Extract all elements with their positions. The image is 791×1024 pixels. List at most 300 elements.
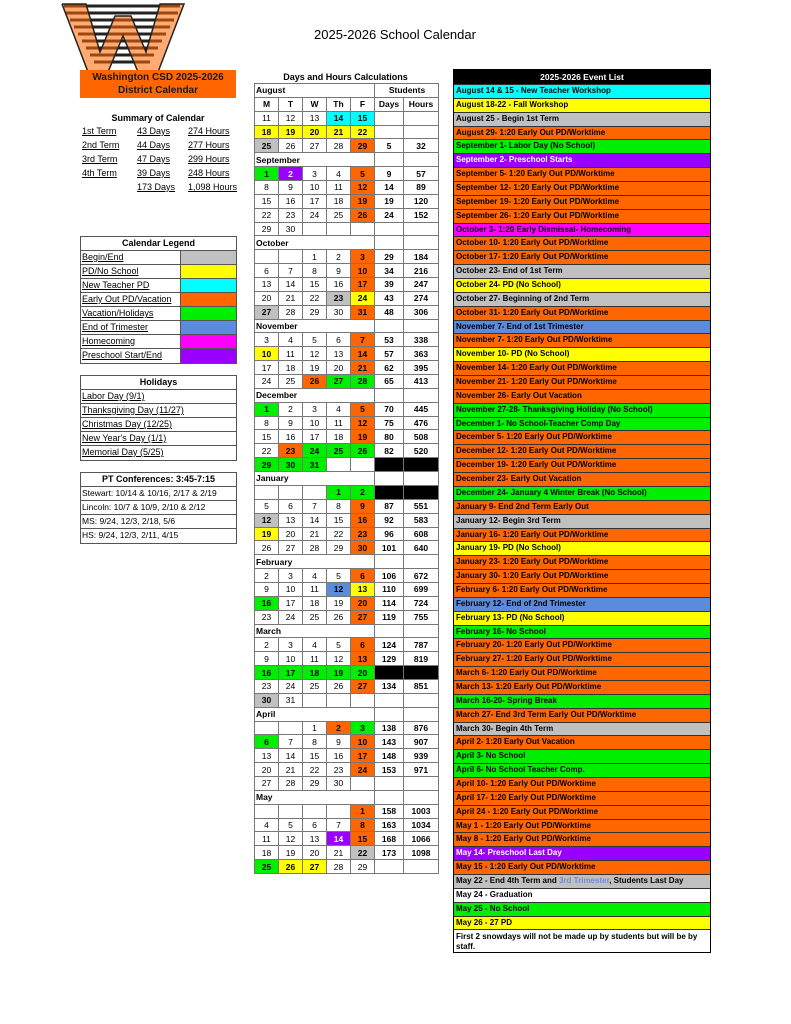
day-cell: 9 (327, 735, 351, 749)
day-cell: 14 (279, 749, 303, 763)
day-cell: 25 (303, 610, 327, 624)
day-cell: 15 (303, 278, 327, 292)
day-cell: 19 (279, 846, 303, 860)
hours-cell: 939 (404, 749, 439, 763)
days-cell: 39 (375, 278, 404, 292)
day-cell: 20 (255, 291, 279, 305)
day-cell: 17 (303, 430, 327, 444)
day-cell: 29 (303, 776, 327, 790)
district-title: Washington CSD 2025-2026 District Calendar (80, 70, 236, 98)
day-cell: 17 (279, 596, 303, 610)
day-cell (255, 485, 279, 499)
day-cell: 10 (351, 735, 375, 749)
days-cell: 114 (375, 596, 404, 610)
hours-cell: 672 (404, 569, 439, 583)
hours-cell: 608 (404, 527, 439, 541)
hours-cell: 583 (404, 513, 439, 527)
day-cell: 23 (255, 610, 279, 624)
day-cell: 18 (255, 846, 279, 860)
day-cell: 5 (303, 333, 327, 347)
day-cell: 22 (327, 527, 351, 541)
month-label: December (255, 388, 375, 402)
day-cell: 26 (303, 375, 327, 389)
day-cell: 3 (303, 167, 327, 181)
legend-label: Vacation/Holidays (81, 307, 181, 320)
days-cell (375, 707, 404, 721)
event-item: January 19- PD (No School) (454, 541, 710, 555)
day-cell: 13 (255, 749, 279, 763)
day-cell: 15 (351, 111, 375, 125)
event-item: December 1- No School-Teacher Comp Day (454, 417, 710, 431)
day-cell: 13 (327, 347, 351, 361)
day-cell: 31 (279, 693, 303, 707)
days-cell: 129 (375, 652, 404, 666)
event-item: November 7- End of 1st Trimester (454, 320, 710, 334)
summary-days: 43 Days (137, 126, 171, 136)
event-item: March 13- 1:20 Early Out PD/Worktime (454, 680, 710, 694)
day-cell: 13 (255, 278, 279, 292)
day-cell: 4 (303, 569, 327, 583)
day-cell (255, 721, 279, 735)
event-item: March 30- Begin 4th Term (454, 722, 710, 736)
hours-cell (404, 485, 439, 499)
day-cell: 18 (327, 430, 351, 444)
day-cell: 2 (327, 721, 351, 735)
day-cell: 18 (327, 194, 351, 208)
event-item: March 16-20- Spring Break (454, 694, 710, 708)
day-cell: 5 (351, 167, 375, 181)
day-cell: 29 (255, 458, 279, 472)
event-item: December 24- January 4 Winter Break (No School) (454, 486, 710, 500)
event-item: April 24 - 1:20 Early Out PD/Worktime (454, 805, 710, 819)
event-item: October 23- End of 1st Term (454, 264, 710, 278)
hours-cell: 363 (404, 347, 439, 361)
day-cell: 27 (351, 610, 375, 624)
days-cell: 96 (375, 527, 404, 541)
month-label: January (255, 472, 375, 486)
day-cell: 8 (255, 181, 279, 195)
month-label: November (255, 319, 375, 333)
calendar-legend: Calendar Legend Begin/End PD/No School New Teacher PD Early Out PD/Vacation Vacation/Holidays End of Trimester Homecoming Preschool Start/End (80, 236, 237, 364)
day-cell: 28 (279, 305, 303, 319)
day-cell: 12 (351, 181, 375, 195)
hours-cell: 216 (404, 264, 439, 278)
day-cell: 15 (303, 749, 327, 763)
day-cell: 13 (279, 513, 303, 527)
day-cell: 4 (327, 402, 351, 416)
summary-hours: 299 Hours (188, 154, 230, 164)
legend-swatch (181, 279, 236, 292)
days-cell: 53 (375, 333, 404, 347)
month-label: March (255, 624, 375, 638)
days-cell (375, 472, 404, 486)
holidays-box: Holidays Labor Day (9/1) Thanksgiving Day (11/27) Christmas Day (12/25) New Year's Day (1/1) Memorial Day (5/25) (80, 375, 237, 461)
event-item: April 17- 1:20 Early Out PD/Worktime (454, 791, 710, 805)
days-cell: 82 (375, 444, 404, 458)
day-cell: 17 (279, 666, 303, 680)
day-cell: 15 (351, 832, 375, 846)
days-cell: 24 (375, 208, 404, 222)
day-cell: 20 (351, 666, 375, 680)
day-cell: 31 (303, 458, 327, 472)
hours-cell: 120 (404, 194, 439, 208)
day-cell: 7 (279, 264, 303, 278)
day-cell: 23 (255, 679, 279, 693)
days-cell (375, 222, 404, 236)
day-cell: 10 (303, 181, 327, 195)
month-label: August (255, 84, 375, 98)
day-cell: 11 (327, 181, 351, 195)
day-cell: 22 (351, 125, 375, 139)
day-cell: 2 (255, 569, 279, 583)
legend-item (81, 349, 236, 363)
day-cell: 10 (279, 582, 303, 596)
event-item: August 18-22 - Fall Workshop (454, 98, 710, 112)
day-cell: 12 (351, 416, 375, 430)
hours-cell (404, 624, 439, 638)
day-cell: 20 (351, 596, 375, 610)
day-cell: 11 (327, 416, 351, 430)
month-label: October (255, 236, 375, 250)
day-cell: 31 (351, 305, 375, 319)
legend-swatch (181, 251, 236, 264)
hours-cell: 724 (404, 596, 439, 610)
days-cell: 70 (375, 402, 404, 416)
day-cell: 14 (351, 347, 375, 361)
hours-cell: 551 (404, 499, 439, 513)
day-cell: 9 (279, 181, 303, 195)
summary-days: 47 Days (137, 154, 171, 164)
month-label: May (255, 790, 375, 804)
hours-cell: 445 (404, 402, 439, 416)
hours-cell: 274 (404, 291, 439, 305)
day-cell: 5 (327, 569, 351, 583)
day-cell: 26 (327, 679, 351, 693)
hours-cell (404, 319, 439, 333)
hours-cell: 1003 (404, 804, 439, 818)
day-cell: 18 (303, 666, 327, 680)
days-cell (375, 666, 404, 680)
day-cell: 2 (279, 402, 303, 416)
event-text: , Students Last Day (609, 875, 684, 885)
days-cell: 168 (375, 832, 404, 846)
legend-item (81, 293, 236, 307)
day-cell: 26 (279, 139, 303, 153)
day-cell (327, 458, 351, 472)
day-cell: 24 (303, 444, 327, 458)
event-item: September 5- 1:20 Early Out PD/Worktime (454, 167, 710, 181)
day-cell (351, 776, 375, 790)
days-cell: 75 (375, 416, 404, 430)
hours-cell: 184 (404, 250, 439, 264)
day-cell: 25 (327, 444, 351, 458)
event-item: January 30- 1:20 Early Out PD/Worktime (454, 569, 710, 583)
event-item: February 16- No School (454, 625, 710, 639)
day-cell: 22 (303, 763, 327, 777)
days-cell: 5 (375, 139, 404, 153)
day-cell: 17 (255, 361, 279, 375)
day-cell: 10 (303, 416, 327, 430)
event-item: September 19- 1:20 Early Out PD/Worktime (454, 195, 710, 209)
day-cell: 13 (303, 832, 327, 846)
days-cell: 143 (375, 735, 404, 749)
hours-cell: 306 (404, 305, 439, 319)
hours-cell: 152 (404, 208, 439, 222)
day-cell: 9 (279, 416, 303, 430)
legend-swatch (181, 307, 236, 320)
hours-cell (404, 458, 439, 472)
event-item: October 24- PD (No School) (454, 278, 710, 292)
day-cell: 17 (351, 278, 375, 292)
day-cell (255, 804, 279, 818)
hours-cell: 907 (404, 735, 439, 749)
day-cell: 12 (279, 111, 303, 125)
day-cell: 27 (279, 541, 303, 555)
day-cell: 27 (327, 375, 351, 389)
day-cell: 17 (303, 194, 327, 208)
legend-swatch (181, 293, 236, 306)
day-cell: 4 (303, 638, 327, 652)
day-cell: 12 (303, 347, 327, 361)
days-cell (375, 236, 404, 250)
hours-cell: 971 (404, 763, 439, 777)
legend-label: Early Out PD/Vacation (81, 293, 181, 306)
day-cell: 16 (351, 513, 375, 527)
days-cell: 106 (375, 569, 404, 583)
summary-hours: 277 Hours (188, 140, 230, 150)
day-cell (303, 804, 327, 818)
event-item: May 8 - 1:20 Early Out PD/Worktime (454, 832, 710, 846)
day-cell: 26 (327, 610, 351, 624)
hours-cell (404, 153, 439, 167)
days-cell (375, 153, 404, 167)
summary-hours: 274 Hours (188, 126, 230, 136)
day-cell: 29 (303, 305, 327, 319)
day-cell: 22 (255, 208, 279, 222)
day-cell: 10 (351, 264, 375, 278)
summary-hours: 1,098 Hours (188, 182, 238, 192)
day-cell: 21 (303, 527, 327, 541)
event-item: September 26- 1:20 Early Out PD/Worktime (454, 209, 710, 223)
event-item: January 9- End 2nd Term Early Out (454, 500, 710, 514)
weekday-header: Th (327, 97, 351, 111)
legend-item (81, 251, 236, 265)
month-label: September (255, 153, 375, 167)
hours-cell: 338 (404, 333, 439, 347)
event-item: February 13- PD (No School) (454, 611, 710, 625)
hours-cell (404, 222, 439, 236)
day-cell: 4 (255, 818, 279, 832)
event-highlight: 3rd Trimester (558, 875, 610, 885)
day-cell: 1 (303, 250, 327, 264)
day-cell: 30 (327, 305, 351, 319)
day-cell: 30 (351, 541, 375, 555)
day-cell (279, 804, 303, 818)
hours-cell: 32 (404, 139, 439, 153)
day-cell: 9 (255, 582, 279, 596)
days-cell (375, 624, 404, 638)
event-item: December 19- 1:20 Early Out PD/Worktime (454, 458, 710, 472)
days-cell (375, 485, 404, 499)
day-cell: 5 (279, 818, 303, 832)
day-cell: 28 (327, 139, 351, 153)
hours-cell (404, 236, 439, 250)
event-item (454, 874, 710, 888)
hours-cell (404, 860, 439, 874)
day-cell: 6 (255, 735, 279, 749)
day-cell: 14 (327, 111, 351, 125)
day-cell: 21 (327, 125, 351, 139)
day-cell: 10 (279, 652, 303, 666)
event-item: April 3- No School (454, 749, 710, 763)
day-cell: 18 (303, 596, 327, 610)
summary-term: 1st Term (82, 126, 117, 136)
event-item: October 10- 1:20 Early Out PD/Worktime (454, 236, 710, 250)
day-cell: 16 (327, 278, 351, 292)
hours-header: Hours (404, 97, 439, 111)
days-cell: 62 (375, 361, 404, 375)
holiday-item: Labor Day (9/1) (81, 390, 236, 404)
event-item: February 20- 1:20 Early Out PD/Worktime (454, 638, 710, 652)
day-cell: 13 (351, 582, 375, 596)
days-cell: 163 (375, 818, 404, 832)
day-cell: 24 (255, 375, 279, 389)
day-cell: 9 (327, 264, 351, 278)
day-cell: 3 (255, 333, 279, 347)
day-cell: 20 (303, 846, 327, 860)
day-cell: 8 (327, 499, 351, 513)
day-cell: 7 (279, 735, 303, 749)
day-cell: 25 (255, 139, 279, 153)
event-item: November 21- 1:20 Early Out PD/Worktime (454, 375, 710, 389)
legend-label: New Teacher PD (81, 279, 181, 292)
weekday-header: F (351, 97, 375, 111)
conference-item: HS: 9/24, 12/3, 2/11, 4/15 (82, 530, 179, 540)
event-item: October 27- Beginning of 2nd Term (454, 292, 710, 306)
conference-item: MS: 9/24, 12/3, 2/18, 5/6 (81, 515, 236, 529)
hours-cell (404, 707, 439, 721)
day-cell: 18 (279, 361, 303, 375)
days-cell (375, 458, 404, 472)
days-cell: 43 (375, 291, 404, 305)
legend-label: Preschool Start/End (81, 349, 181, 363)
summary-term: 4th Term (82, 168, 117, 178)
event-item: April 2- 1:20 Early Out Vacation (454, 735, 710, 749)
weekday-header: M (255, 97, 279, 111)
event-item: April 10- 1:20 Early Out PD/Worktime (454, 777, 710, 791)
hours-cell (404, 472, 439, 486)
day-cell: 11 (255, 832, 279, 846)
event-item: December 5- 1:20 Early Out PD/Worktime (454, 430, 710, 444)
day-cell: 3 (303, 402, 327, 416)
event-item: February 27- 1:20 Early Out PD/Worktime (454, 652, 710, 666)
district-logo (60, 2, 186, 74)
day-cell: 25 (303, 679, 327, 693)
day-cell: 8 (255, 416, 279, 430)
hours-cell: 1034 (404, 818, 439, 832)
day-cell: 23 (327, 763, 351, 777)
legend-swatch (181, 335, 236, 348)
legend-item (81, 279, 236, 293)
event-item: November 27-28- Thanksgiving Holiday (No School) (454, 403, 710, 417)
days-cell: 34 (375, 264, 404, 278)
day-cell: 8 (303, 735, 327, 749)
day-cell: 4 (279, 333, 303, 347)
day-cell: 15 (255, 430, 279, 444)
day-cell: 28 (351, 375, 375, 389)
hours-cell (404, 693, 439, 707)
month-label: April (255, 707, 375, 721)
day-cell: 1 (351, 804, 375, 818)
day-cell: 28 (279, 776, 303, 790)
event-item: September 1- Labor Day (No School) (454, 139, 710, 153)
summary-days: 44 Days (137, 140, 171, 150)
day-cell: 21 (279, 291, 303, 305)
day-cell: 1 (255, 402, 279, 416)
summary-title: Summary of Calendar (111, 113, 205, 123)
day-cell (279, 250, 303, 264)
day-cell: 14 (279, 278, 303, 292)
days-cell: 87 (375, 499, 404, 513)
day-cell: 1 (303, 721, 327, 735)
day-cell (327, 804, 351, 818)
day-cell: 8 (303, 264, 327, 278)
day-cell: 19 (327, 596, 351, 610)
day-cell: 28 (327, 860, 351, 874)
event-item: January 23- 1:20 Early Out PD/Worktime (454, 555, 710, 569)
day-cell: 3 (351, 721, 375, 735)
event-item: May 14- Preschool Last Day (454, 846, 710, 860)
day-cell (303, 222, 327, 236)
day-cell: 1 (327, 485, 351, 499)
day-cell: 26 (279, 860, 303, 874)
hours-cell: 787 (404, 638, 439, 652)
holiday-item: Memorial Day (5/25) (82, 447, 164, 457)
event-item: May 1 - 1:20 Early Out PD/Worktime (454, 819, 710, 833)
day-cell: 22 (351, 846, 375, 860)
day-cell: 22 (255, 444, 279, 458)
hours-cell: 520 (404, 444, 439, 458)
hours-cell: 247 (404, 278, 439, 292)
days-cell: 48 (375, 305, 404, 319)
hours-cell: 640 (404, 541, 439, 555)
hours-cell: 395 (404, 361, 439, 375)
event-item: January 16- 1:20 Early Out PD/Worktime (454, 528, 710, 542)
day-cell: 27 (303, 139, 327, 153)
day-cell: 29 (351, 139, 375, 153)
day-cell: 11 (303, 652, 327, 666)
day-cell: 27 (255, 776, 279, 790)
day-cell: 6 (255, 264, 279, 278)
day-cell: 14 (303, 513, 327, 527)
day-cell: 11 (303, 582, 327, 596)
event-item: August 14 & 15 - New Teacher Workshop (454, 84, 710, 98)
hours-cell: 1098 (404, 846, 439, 860)
legend-label: End of Trimester (81, 321, 181, 334)
day-cell: 6 (351, 638, 375, 652)
conference-item: Lincoln: 10/7 & 10/9, 2/10 & 2/12 (81, 501, 236, 515)
day-cell: 19 (351, 430, 375, 444)
day-cell: 6 (327, 333, 351, 347)
day-cell: 7 (327, 818, 351, 832)
hours-cell: 413 (404, 375, 439, 389)
legend-item (81, 265, 236, 279)
day-cell: 6 (303, 818, 327, 832)
event-item: November 26- Early Out Vacation (454, 389, 710, 403)
weekday-header: T (279, 97, 303, 111)
days-cell: 134 (375, 679, 404, 693)
event-item: April 6- No School Teacher Comp. (454, 763, 710, 777)
